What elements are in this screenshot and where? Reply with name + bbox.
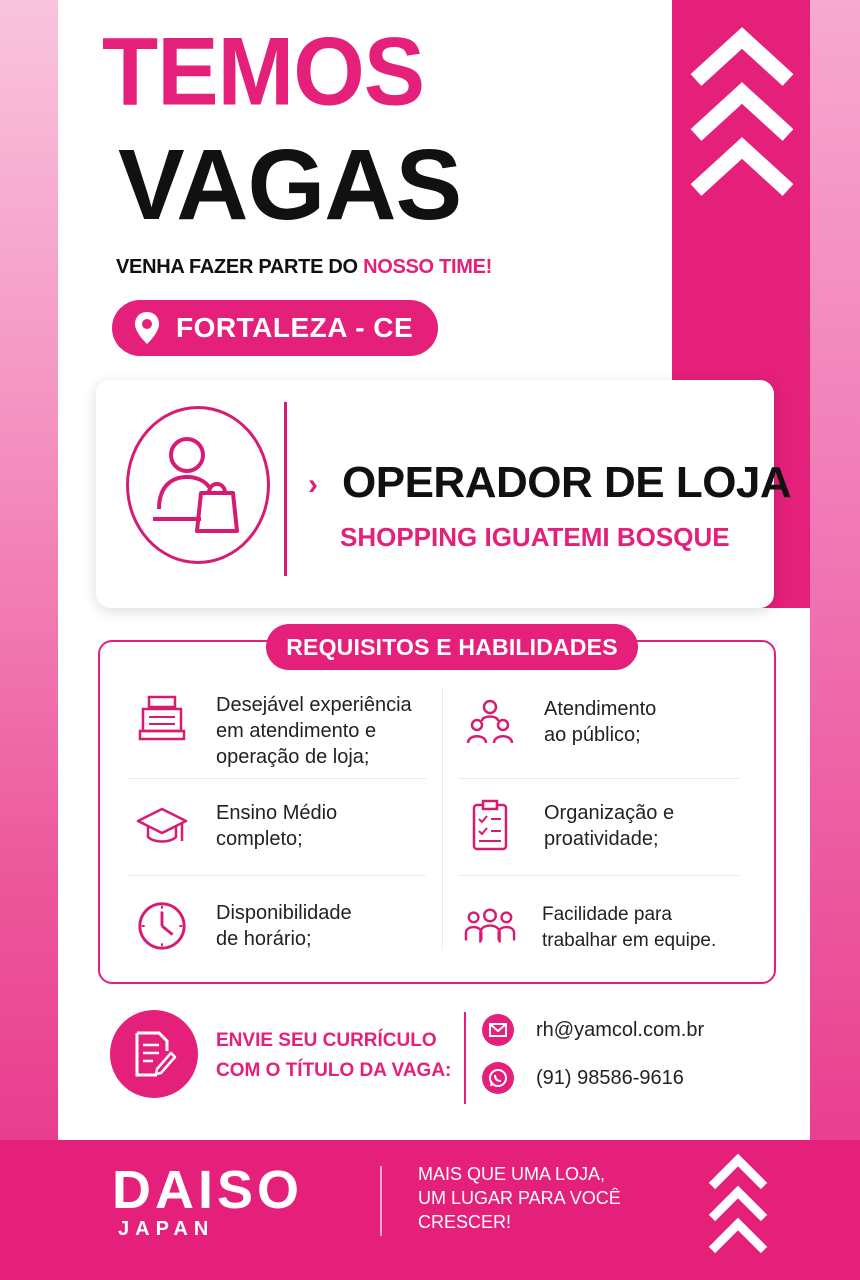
team-icon xyxy=(464,902,516,954)
title-vagas: VAGAS xyxy=(118,129,462,241)
location-pill xyxy=(112,300,438,356)
requirement-item xyxy=(136,692,412,770)
cta-text: ENVIE SEU CURRÍCULO COM O TÍTULO DA VAGA: xyxy=(216,1030,452,1081)
job-title: OPERADOR DE LOJA xyxy=(342,458,792,507)
requirement-text: Organização e proatividade; xyxy=(544,802,675,850)
job-location: SHOPPING IGUATEMI BOSQUE xyxy=(340,522,730,552)
brand-logo: DAISO xyxy=(112,1160,304,1220)
clipboard-check-icon xyxy=(464,800,516,852)
brand-subtitle: JAPAN xyxy=(118,1218,215,1240)
row-divider xyxy=(458,875,740,876)
left-gradient-border xyxy=(0,0,58,1280)
tagline-accent: NOSSO TIME! xyxy=(363,256,492,278)
resume-icon-circle xyxy=(110,1010,198,1098)
graduation-cap-icon xyxy=(136,800,188,852)
chevrons-up-icon xyxy=(688,20,796,200)
requirement-text: Atendimento ao público; xyxy=(544,698,657,746)
phone-text[interactable]: (91) 98586-9616 xyxy=(536,1066,684,1089)
requirement-item xyxy=(136,900,352,952)
row-divider xyxy=(128,875,426,876)
requirement-text: Desejável experiência em atendimento e operação de loja; xyxy=(216,694,412,768)
requirement-item xyxy=(464,696,656,748)
title-temos: TEMOS xyxy=(102,18,425,126)
job-divider xyxy=(284,402,287,576)
requirement-item xyxy=(136,800,337,852)
requirement-item xyxy=(464,902,716,954)
email-text[interactable]: rh@yamcol.com.br xyxy=(536,1018,705,1041)
requirement-text: Facilidade para trabalhar em equipe. xyxy=(542,904,717,951)
row-divider xyxy=(128,778,426,779)
requirement-item xyxy=(464,800,674,852)
document-edit-icon xyxy=(131,1029,177,1079)
column-divider xyxy=(442,688,443,950)
phone-contact[interactable] xyxy=(482,1062,684,1094)
job-card xyxy=(96,380,792,608)
requirement-text: Ensino Médio completo; xyxy=(216,802,338,850)
job-icon-frame xyxy=(126,406,270,564)
map-pin-icon xyxy=(132,310,162,346)
tagline-text: VENHA FAZER PARTE DO xyxy=(116,256,364,278)
location-text: FORTALEZA - CE xyxy=(176,312,414,343)
email-icon xyxy=(482,1014,514,1046)
cash-register-icon xyxy=(136,692,188,744)
right-gradient-border xyxy=(810,0,860,1280)
footer-divider xyxy=(380,1166,382,1236)
clock-icon xyxy=(136,900,188,952)
row-divider xyxy=(458,778,740,779)
chevron-right-icon: › xyxy=(308,468,318,501)
chevrons-up-icon xyxy=(706,1150,770,1260)
slogan: MAIS QUE UMA LOJA, UM LUGAR PARA VOCÊ CRESCER! xyxy=(418,1164,621,1232)
shopper-bag-icon xyxy=(129,409,267,561)
whatsapp-icon xyxy=(482,1062,514,1094)
tagline xyxy=(116,256,492,279)
people-service-icon xyxy=(464,696,516,748)
requirements-header: REQUISITOS E HABILIDADES xyxy=(266,624,638,670)
cta-divider xyxy=(464,1012,466,1104)
email-contact[interactable] xyxy=(482,1014,704,1046)
requirement-text: Disponibilidade de horário; xyxy=(216,902,352,950)
